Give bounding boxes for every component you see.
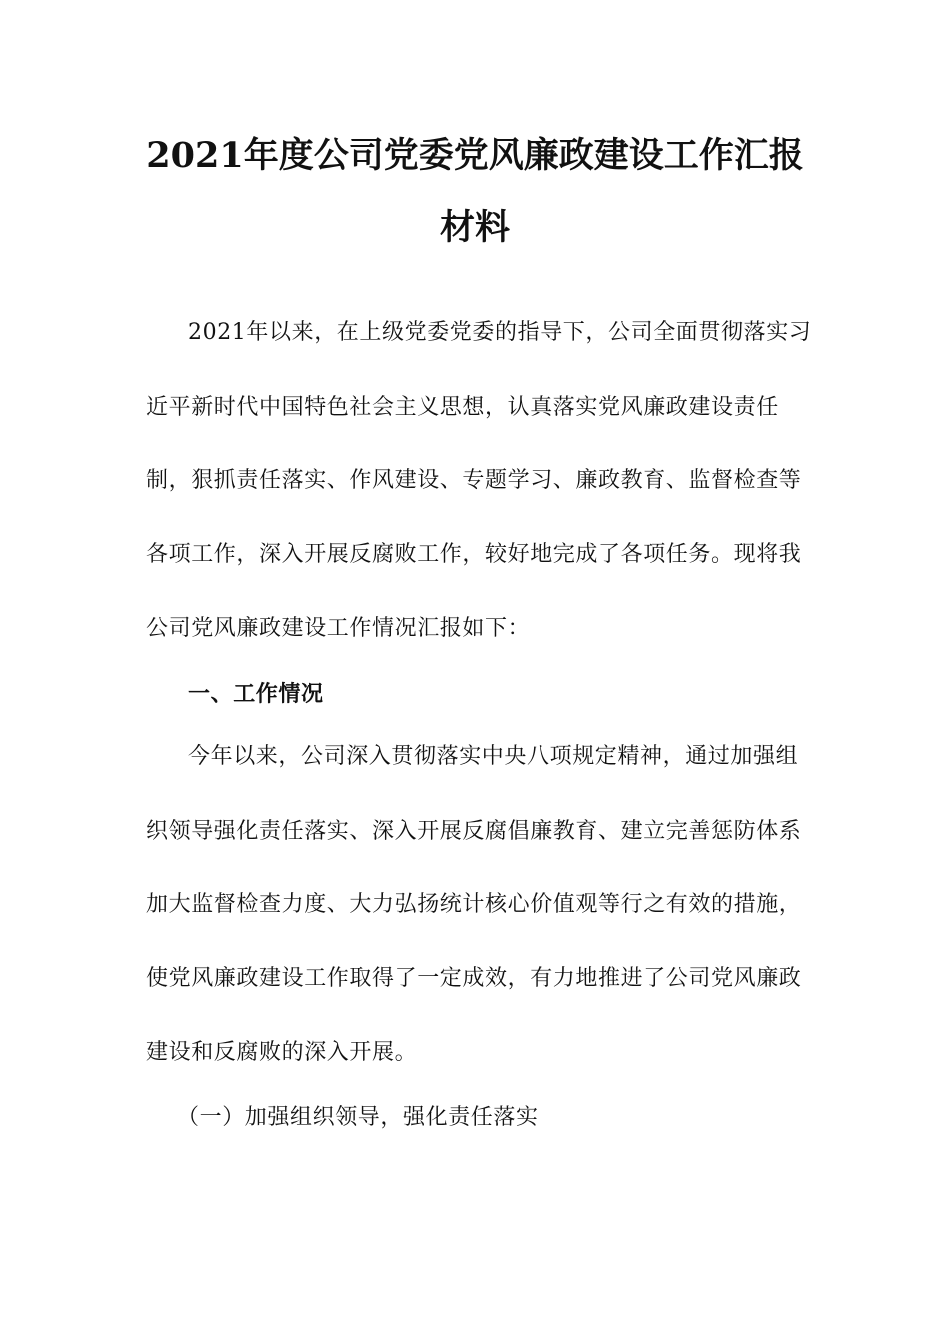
subsection-heading: （一）加强组织领导，强化责任落实 (177, 1105, 539, 1130)
intro-line-5: 公司党风廉政建设工作情况汇报如下： (146, 616, 531, 641)
intro-line-3: 制，狠抓责任落实、作风建设、专题学习、廉政教育、监督检查等 (146, 468, 802, 493)
section-line-1: 今年以来，公司深入贯彻落实中央八项规定精神，通过加强组 (188, 744, 799, 769)
document-title-line-1: 2021年度公司党委党风廉政建设工作汇报 (146, 135, 804, 176)
section-line-4: 使党风廉政建设工作取得了一定成效，有力地推进了公司党风廉政 (146, 966, 802, 991)
section-heading: 一、工作情况 (188, 681, 324, 707)
intro-line-4: 各项工作，深入开展反腐败工作，较好地完成了各项任务。现将我 (146, 542, 802, 567)
intro-line-2: 近平新时代中国特色社会主义思想，认真落实党风廉政建设责任 (146, 395, 779, 420)
section-line-5: 建设和反腐败的深入开展。 (146, 1040, 418, 1065)
intro-line-1: 2021年以来，在上级党委党委的指导下，公司全面贯彻落实习 (188, 320, 812, 345)
section-line-3: 加大监督检查力度、大力弘扬统计核心价值观等行之有效的措施， (146, 892, 802, 917)
document-title-line-2: 材料 (439, 207, 510, 248)
section-line-2: 织领导强化责任落实、深入开展反腐倡廉教育、建立完善惩防体系 (146, 819, 802, 844)
